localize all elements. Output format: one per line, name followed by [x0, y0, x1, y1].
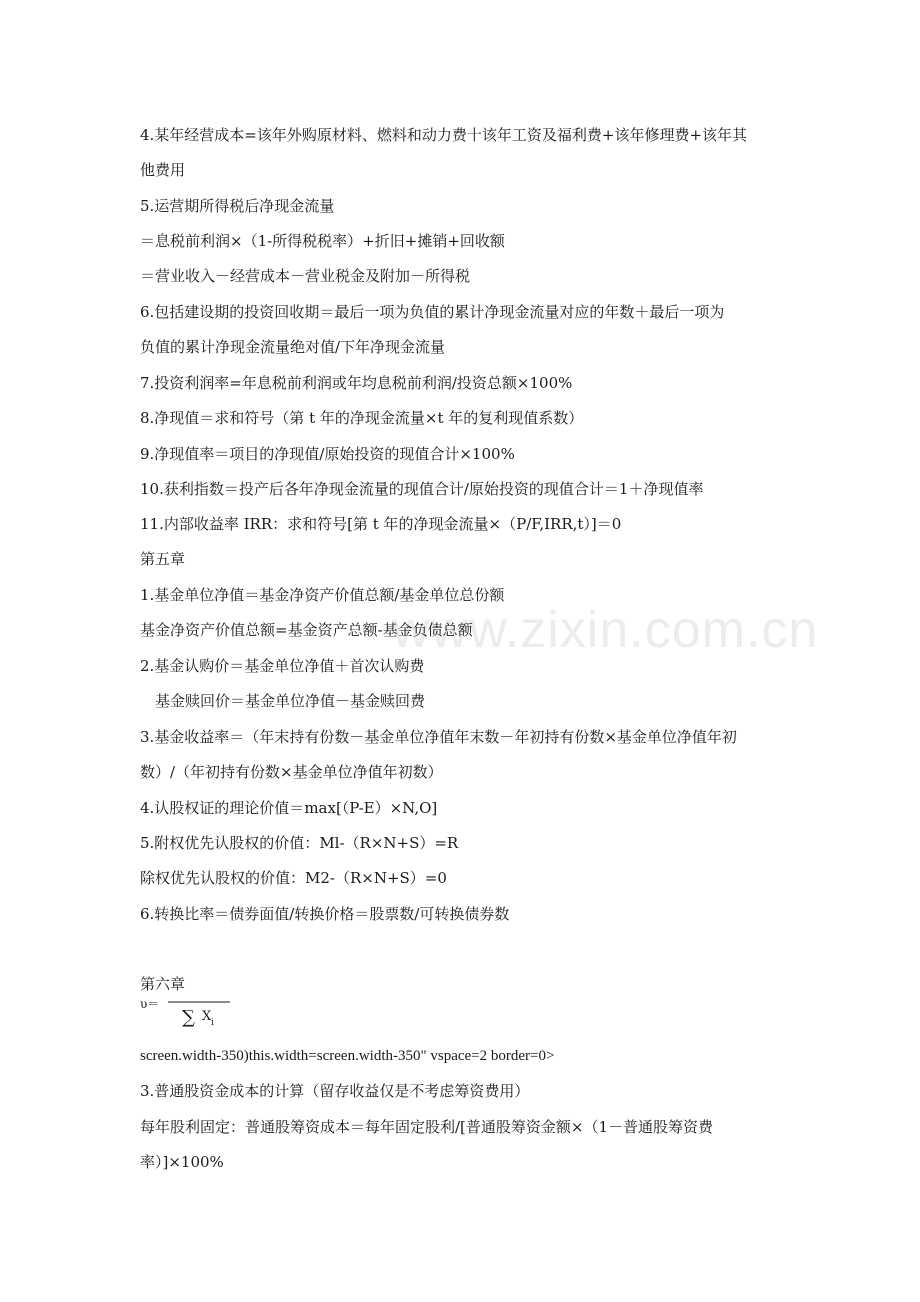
text-line: 5.附权优先认股权的价值：Ml-（R×N+S）=R	[140, 834, 459, 852]
text-line: 9.净现值率＝项目的净现值/原始投资的现值合计×100%	[140, 445, 515, 463]
text-line: 他费用	[140, 161, 186, 179]
formula-sub: i	[211, 1018, 214, 1027]
text-line: 6.包括建设期的投资回收期＝最后一项为负值的累计净现金流量对应的年数＋最后一项为	[140, 303, 725, 321]
text-line: ＝营业收入－经营成本－营业税金及附加－所得税	[140, 267, 471, 285]
text-line: 6.转换比率＝债券面值/转换价格＝股票数/可转换债券数	[140, 905, 510, 923]
text-line: 数）/（年初持有份数×基金单位净值年初数）	[140, 763, 443, 781]
text-line: 基金赎回价＝基金单位净值－基金赎回费	[155, 692, 426, 710]
text-line: 11.内部收益率 IRR：求和符号[第 t 年的净现金流量×（P/F,IRR,t）]＝0	[140, 515, 622, 533]
text-line: 10.获利指数＝投产后各年净现金流量的现值合计/原始投资的现值合计＝1＋净现值率	[140, 480, 704, 498]
watermark: www.zixin.com.cn	[392, 601, 819, 659]
formula-lhs: υ＝	[140, 997, 160, 1011]
text-line: 4.某年经营成本=该年外购原材料、燃料和动力费十该年工资及福利费+该年修理费+该年其	[140, 126, 748, 144]
chapter-heading: 第五章	[140, 550, 186, 568]
section-heading: 5.运营期所得税后净现金流量	[140, 197, 335, 215]
text-line: 1.基金单位净值＝基金净资产价值总额/基金单位总份额	[140, 586, 505, 604]
text-line: 负值的累计净现金流量绝对值/下年净现金流量	[140, 338, 446, 356]
text-line: 2.基金认购价＝基金单位净值＋首次认购费	[140, 657, 425, 675]
text-line: 除权优先认股权的价值：M2-（R×N+S）=0	[140, 869, 447, 887]
sum-symbol: ∑	[182, 1007, 195, 1027]
text-line: 4.认股权证的理论价值＝max[（P-E）×N,O]	[140, 799, 438, 817]
text-line: 7.投资利润率=年息税前利润或年均息税前利润/投资总额×100%	[140, 374, 573, 392]
text-line: screen.width-350)this.width=screen.width-350" vspace=2 border=0>	[140, 1048, 555, 1064]
text-line: 3.基金收益率＝（年末持有份数－基金单位净值年末数－年初持有份数×基金单位净值年初	[140, 728, 737, 746]
text-line: 3.普通股资金成本的计算（留存收益仅是不考虑筹资费用）	[140, 1082, 530, 1100]
text-line: 8.净现值＝求和符号（第 t 年的净现金流量×t 年的复利现值系数）	[140, 409, 584, 427]
text-line: 基金净资产价值总额=基金资产总额-基金负债总额	[140, 621, 473, 639]
formula-image	[140, 995, 240, 1027]
chapter-heading: 第六章	[140, 975, 186, 993]
text-line: 率）]×100%	[140, 1153, 224, 1171]
text-line: 每年股利固定：普通股筹资成本＝每年固定股利/[普通股筹资金额×（1－普通股筹资费	[140, 1118, 714, 1136]
text-line: ＝息税前利润×（1-所得税税率）+折旧+摊销+回收额	[140, 232, 505, 250]
formula-var: X	[202, 1009, 212, 1024]
